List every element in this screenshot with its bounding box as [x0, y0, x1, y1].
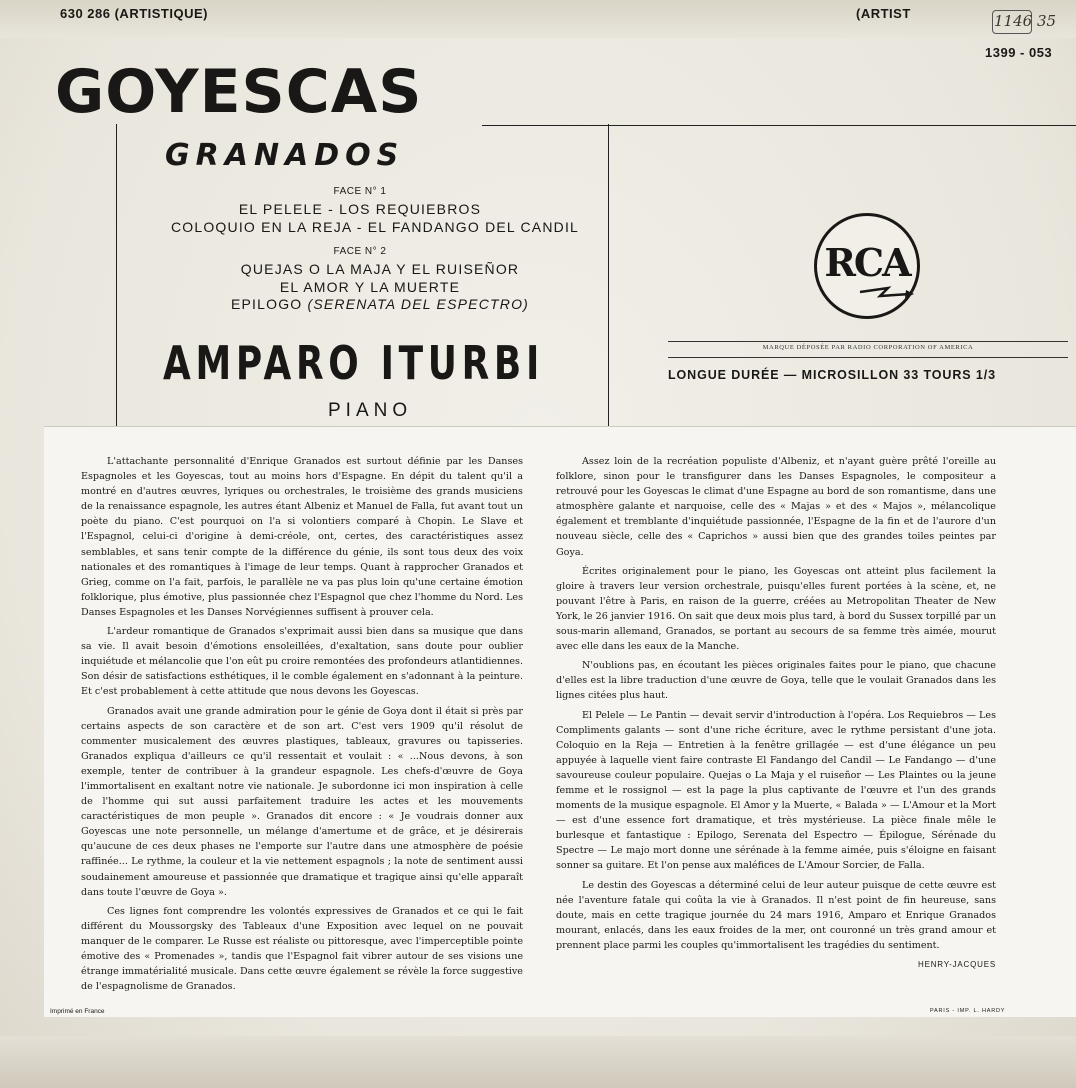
face-2-tracks-line-2: EL AMOR Y LA MUERTE	[279, 279, 461, 295]
catalog-number-right: (ARTIST	[856, 6, 911, 21]
marque-rule-bottom	[668, 357, 1068, 358]
face-1-label: FACE N° 1	[333, 186, 387, 197]
paragraph: L'attachante personnalité d'Enrique Granados est surtout définie par les Danses Espagnoles et les Goyescas, tout au moins hors d'Espagne. En dépit du talent qu'il a montré en d'autres œuvres, lyriques ou orchestrales, le troisième des grands musiciens de la renaissance espagnole, les autres étant Albeniz et Manuel de Falla, fut avant tout un poète du piano. C'est pourquoi on l'a si volontiers comparé à Chopin. Le Slave et l'Espagnol, celui-ci d'origine à demi-créole, ont, certes, des caractéristiques assez semblables, et sans tenir compte de la différence du génie, ils sont tous deux des voix nationales et des romantiques à l'image de leur temps. Quant à rapprocher Granados et Grieg, comme on l'a fait, parfois, le parallèle ne va pas plus loin qu'une certaine émotion folklorique, plus émotive, plus passionnée chez l'Espagnol que chez l'homme du Nord. Les Danses Espagnoles et les Danses Norvégiennes suffisent à prouver cela.	[81, 456, 523, 618]
paragraph: L'ardeur romantique de Granados s'exprimait aussi bien dans sa musique que dans sa vie. Il avait besoin d'émotions ensoleillées, d'exaltation, sans doute pour oublier inquiétude et mélancolie que l'on eût pu croire remontées des profondeurs atlantidiennes. Son désir de satisfactions esthétiques, il le comble également en s'adonnant à la peinture. Et c'est probablement à cette attitude que nous devons les Goyescas.	[81, 626, 523, 698]
paragraph: Granados avait une grande admiration pour le génie de Goya dont il était si près par certains aspects de son caractère et de son art. C'est vers 1909 qu'il résolut de commenter musicalement des œuvres plastiques, tableaux, gravures ou tapisseries. Granados expliqua d'ailleurs ce qu'il ressentait et voulait : « ...Nous devons, à son exemple, tenter de contribuer à la grandeur espagnole. Les chefs-d'œuvre de Goya l'immortalisent en exaltant notre vie nationale. Je subordonne ici mon inspiration à celle de l'homme qui sut aussi parfaitement traduire les actes et les mouvements caractéristiques de mon peuple ». Granados dit encore : « Je voudrais donner aux Goyescas une note personnelle, un mélange d'amertume et de grâce, et je désirerais qu'aucune de ces deux phases ne l'emporte sur l'autre dans une atmosphère de poésie raffinée... Le rythme, la couleur et la vie nettement espagnols ; la note de sentiment aussi soudainement amoureuse et passionnée que dramatique et tragique ainsi qu'elle apparaît dans toute l'œuvre de Goya ».	[81, 705, 523, 898]
face-1-tracks-line-2: COLOQUIO EN LA REJA - EL FANDANGO DEL CANDIL	[170, 219, 580, 235]
liner-notes-column-1	[81, 454, 523, 998]
paragraph: Ces lignes font comprendre les volontés expressives de Granados et ce qui le fait différent du Moussorgsky des Tableaux d'une Exposition avec lequel on ne pouvait manquer de le comparer. Le Russe est réaliste ou pittoresque, avec l'imperceptible pointe émotive des « Promenades », tandis que l'Espagnol fait vibrer autour de ses visions une étrange immatérialité musicale. Dans cette œuvre également se révèle la force suggestive de l'espagnolisme de Granados.	[81, 905, 523, 993]
marque-rule-top	[668, 341, 1068, 342]
instrument: PIANO	[328, 400, 413, 421]
reference-code: 1399 - 053	[985, 45, 1053, 60]
paragraph: El Pelele — Le Pantin — devait servir d'introduction à l'opéra. Los Requiebros — Les Compliments galants — sont d'une riche écriture, avec le rythme persistant d'une jota. Coloquio en la Reja — Entretien à la fenêtre grillagée — est d'une élégance un peu appuyée à laquelle vient faire contraste El Fandango del Candil — Le Fandango — d'une savoureuse couleur populaire. Quejas o La Maja y el ruiseñor — Les Plaintes ou la jeune femme et le rossignol — est la page la plus captivante de l'œuvre et l'un des grands moments de la musique espagnole. El Amor y la Muerte, « Balada » — L'Amour et la Mort — est d'une essence fort dramatique, et très mystérieuse. La pièce finale mêle le burlesque et fantastique : Epilogo, Serenata del Espectro — Épilogue, Sérénade du Spectre — Le majo mort donne une sérénade à la femme aimée, puis s'éloigne en faisant sonner sa guitare. Et l'on pense aux maléfices de L'Amour Sorcier, de Falla.	[556, 709, 996, 872]
liner-notes-column-2	[556, 454, 996, 976]
epilogo-subtitle: (SERENATA DEL ESPECTRO)	[307, 296, 530, 312]
sleeve-bottom-edge	[0, 1036, 1076, 1088]
author-signature: HENRY-JACQUES	[918, 960, 996, 969]
paragraph: N'oublions pas, en écoutant les pièces originales faites pour le piano, que chacune d'elles est la libre traduction d'une œuvre de Goya, telle que le voulait Granados dans les lignes citées plus haut.	[556, 660, 996, 702]
paragraph: Assez loin de la recréation populiste d'Albeniz, et n'ayant guère prêté l'oreille au folklore, sinon pour le transfigurer dans les Danses Espagnoles, le compositeur a retrouvé pour les Goyescas le climat d'une Espagne au bord de son romantisme, dans une atmosphère galante et narquoise, celle des « Majas » et des « Majos », mélancolique également et tremblante d'inquiétude passionnée, l'Espagne de la fin et de l'aurore d'un nouveau siècle, celle des « Caprichos » aussi bien que des grandes toiles peintes par Goya.	[556, 456, 996, 558]
trademark-notice: MARQUE DÉPOSÉE PAR RADIO CORPORATION OF AMERICA	[762, 344, 974, 351]
face-2-tracks-line-3	[0, 296, 760, 312]
face-2-label: FACE N° 2	[333, 246, 387, 257]
format-line: LONGUE DURÉE — MICROSILLON 33 TOURS 1/3	[668, 368, 996, 382]
lightning-icon	[858, 284, 918, 310]
album-title: GOYESCAS	[55, 57, 423, 127]
face-1-tracks-line-1: EL PELELE - LOS REQUIEBROS	[238, 201, 482, 217]
paragraph: Le destin des Goyescas a déterminé celui de leur auteur puisque de cette œuvre est née l'aventure fatale qui coûta la vie à Granados. Il n'est point de fin heureuse, sans doute, mais en cette tragique journée du 24 mars 1916, Amparo et Enrique Granados mourant, enlacés, dans les eaux froides de la mer, ont couronné un très grand amour et prennent place parmi les couples qu'immortalisent les tragédies du sentiment.	[556, 879, 996, 951]
paragraph: Écrites originalement pour le piano, les Goyescas ont atteint plus facilement la gloire à travers leur version orchestrale, puisqu'elles furent portées à la scène, et, ne pouvant l'être à Paris, en raison de la guerre, créées au Metropolitan Theater de New York, le 26 janvier 1916. On sait que deux mois plus tard, à bord du Sussex torpillé par un sous-marin allemand, Granados, se portant au secours de sa femme très aimée, mourut avec elle dans les eaux de la Manche.	[556, 565, 996, 653]
rca-logo: RCA	[824, 240, 910, 285]
printed-in-france: Imprimé en France	[50, 1008, 105, 1015]
printer-credit: PARIS - IMP. L. HARDY	[930, 1008, 1006, 1014]
catalog-number-left: 630 286 (ARTISTIQUE)	[60, 6, 208, 21]
handwritten-price: 1146 35	[994, 12, 1057, 30]
composer-name: GRANADOS	[165, 138, 405, 173]
artist-name: AMPARO ITURBI	[163, 336, 544, 390]
face-2-tracks-line-1: QUEJAS O LA MAJA Y EL RUISEÑOR	[240, 261, 520, 277]
epilogo-text: EPILOGO	[230, 296, 308, 312]
